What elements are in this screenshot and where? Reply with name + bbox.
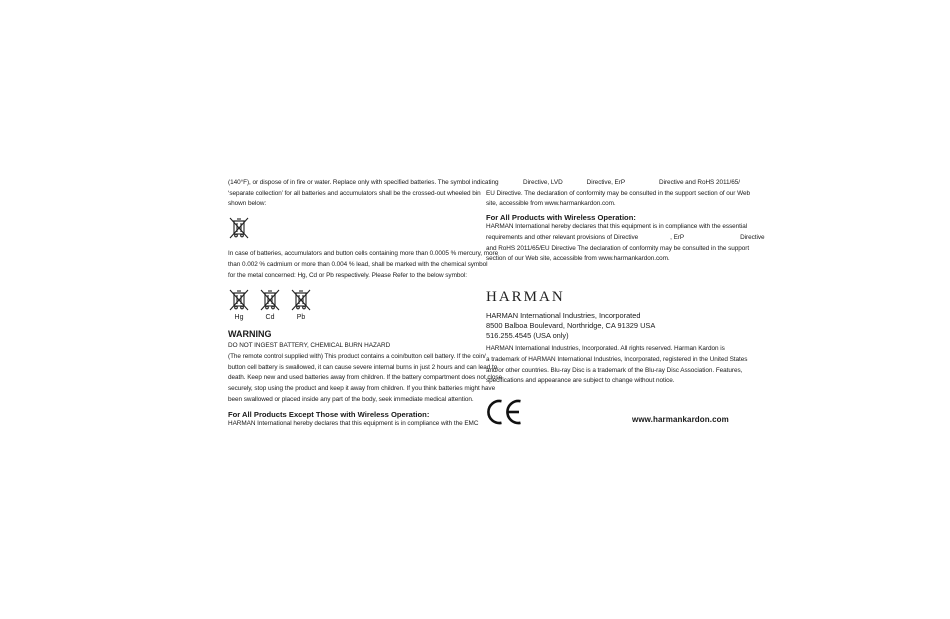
crossed-out-bin-icon (259, 288, 281, 312)
directive-top-line (486, 178, 740, 189)
rights-block (486, 344, 748, 387)
directive-lvd: Directive, LVD (523, 179, 563, 186)
right-column (486, 178, 765, 387)
harman-logo: HARMAN (486, 288, 565, 305)
wireless-line-3: and RoHS 2011/65/EU Directive The declaration of conformity may be consulted in the support (486, 244, 750, 252)
warning-line-2: button cell battery is swallowed, it can cause severe internal burns in just 2 hours and can lead to (228, 363, 498, 371)
intro-line-1: (140°F), or dispose of in fire or water. Replace only with specified batteries. The symbol indicating (228, 179, 499, 186)
intro-line-3: shown below: (228, 200, 267, 208)
warning-subtitle: DO NOT INGEST BATTERY, CHEMICAL BURN HAZARD (228, 342, 391, 350)
wireless-line-4: section of our Web site, accessible from www.harmankardon.com. (486, 255, 670, 263)
except-wireless-line: HARMAN International hereby declares that this equipment is in compliance with the EMC (228, 420, 479, 428)
website-url: www.harmankardon.com (632, 415, 729, 424)
bin-label-pb: Pb (296, 314, 306, 322)
ce-mark-icon (486, 398, 524, 426)
warning-line-4: securely, stop using the product and keep it away from children. If you think batteries might have (228, 385, 496, 393)
rights-line-3: and/or other countries. Blu-ray Disc is a trademark of the Blu-ray Disc Association. Features, (486, 366, 743, 374)
directive-line-1: EU Directive. The declaration of conformity may be consulted in the support section of our Web (486, 189, 750, 197)
bin-label-cd: Cd (265, 314, 275, 322)
chemical-bin-symbols (228, 288, 476, 321)
crossed-out-bin-icon (290, 288, 312, 312)
crossed-out-bin-icon (228, 288, 250, 312)
crossed-out-bin-icon (228, 216, 250, 240)
warning-line-3: death. Keep new and used batteries away from children. If the battery compartment does not close (228, 374, 503, 382)
rights-line-4: specifications and appearance are subject to change without notice. (486, 377, 675, 385)
wireless-line-2 (486, 233, 765, 244)
warning-title: WARNING (228, 329, 272, 340)
wireless-heading: For All Products with Wireless Operation: (486, 213, 636, 223)
company-address (486, 311, 736, 340)
bin-hg (228, 288, 250, 321)
bin-label-hg: Hg (234, 314, 244, 322)
directive-line-2: site, accessible from www.harmankardon.com. (486, 200, 616, 208)
warning-line-5: been swallowed or placed inside any part of the body, seek immediate medical attention. (228, 395, 474, 403)
wireless-line-1: HARMAN International hereby declares that this equipment is in compliance with the essential (486, 223, 748, 231)
single-bin-symbol (228, 216, 476, 242)
warning-line-1: (The remote control supplied with) This product contains a coin/button cell battery. If the coin/ (228, 352, 486, 360)
mercury-line-2: than 0.002 % cadmium or more than 0.004 % lead, shall be marked with the chemical symbol (228, 260, 488, 268)
wireless-line-2-a: requirements and other relevant provisions of Directive (486, 233, 639, 241)
address-line-2: 8500 Balboa Boulevard, Northridge, CA 91329 USA (486, 320, 656, 330)
except-wireless-heading: For All Products Except Those with Wireless Operation: (228, 410, 430, 420)
directive-rohs: Directive and RoHS 2011/65/ (659, 179, 740, 186)
address-line-1: HARMAN International Industries, Incorporated (486, 310, 641, 320)
intro-line-2: ‘separate collection’ for all batteries and accumulators shall be the crossed-out wheeled bin (228, 189, 481, 197)
bin-pb (290, 288, 312, 321)
rights-line-1: HARMAN International Industries, Incorporated. All rights reserved. Harman Kardon is (486, 345, 725, 353)
wireless-line-2-c: Directive (740, 233, 765, 241)
bin-cd (259, 288, 281, 321)
mercury-line-1: In case of batteries, accumulators and button cells containing more than 0.0005 % mercury, more (228, 250, 499, 258)
directive-erp: Directive, ErP (586, 179, 626, 186)
address-line-3: 516.255.4545 (USA only) (486, 330, 569, 340)
mercury-line-3: for the metal concerned: Hg, Cd or Pb respectively. Please Refer to the below symbol: (228, 271, 467, 279)
rights-line-2: a trademark of HARMAN International Industries, Incorporated, registered in the United States (486, 356, 748, 364)
left-column (228, 178, 503, 430)
wireless-line-2-b: , ErP (670, 233, 685, 241)
